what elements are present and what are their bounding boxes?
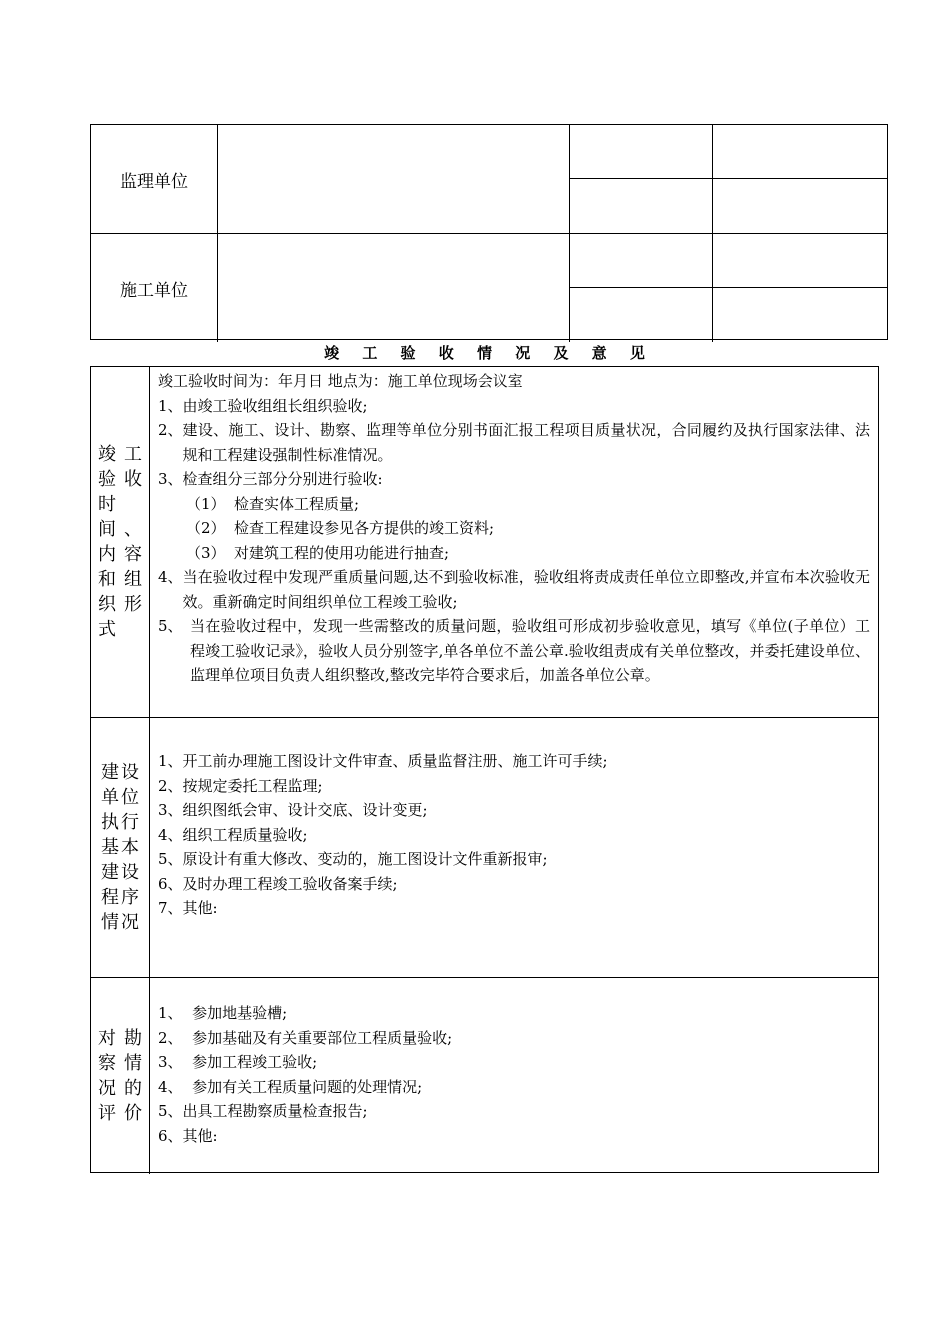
acceptance-organization-content	[150, 367, 878, 717]
construction-unit-row	[91, 233, 887, 342]
list-item: 4、 当在验收过程中发现严重质量问题,达不到验收标准，验收组将责成责任单位立即整改,并宣布本次验收无效。重新确定时间组织单位工程竣工验收;	[158, 568, 870, 611]
construction-procedure-label: 建设单位执行基本建设程序情况	[101, 762, 139, 933]
unit-signature-table	[90, 124, 888, 340]
construction-procedure-row	[91, 717, 878, 977]
acceptance-table	[90, 366, 879, 1173]
row-label-cell	[91, 367, 150, 717]
list-item: 1、开工前办理施工图设计文件审查、质量监督注册、施工许可手续;	[158, 752, 608, 770]
list-item: 4、 参加有关工程质量问题的处理情况;	[158, 1077, 423, 1096]
list-item: 5、 当在验收过程中，发现一些需整改的质量问题，验收组可形成初步验收意见，填写《单位(子单位）工程竣工验收记录》，验收人员分别签字,单各单位不盖公章.验收组责成有关单位整改，并委托建设单位、监理单位项目负责人组织整改,整改完毕符合要求后，加盖各单位公章。	[158, 617, 870, 684]
construction-unit-subcell[interactable]	[570, 234, 713, 288]
list-item: 2、 建设、施工、设计、勘察、监理等单位分别书面汇报工程项目质量状况，合同履约及执行国家法律、法规和工程建设强制性标准情况。	[158, 421, 870, 464]
section-title: 竣 工 验 收 情 况 及 意 见	[324, 344, 654, 362]
survey-evaluation-label: 对勘察情况的评价	[98, 1028, 142, 1124]
list-item: 2、按规定委托工程监理;	[158, 776, 323, 795]
list-item: 6、及时办理工程竣工验收备案手续;	[158, 874, 398, 893]
list-item: 5、出具工程勘察质量检查报告;	[158, 1102, 368, 1120]
list-item: 7、其他:	[158, 899, 218, 917]
supervision-unit-subcell[interactable]	[713, 179, 887, 233]
sub-list-item: （1） 检查实体工程质量;	[186, 494, 360, 513]
construction-procedure-content	[150, 718, 878, 977]
acceptance-intro: 竣工验收时间为：年月日 地点为：施工单位现场会议室	[158, 372, 523, 390]
supervision-unit-row	[91, 125, 887, 233]
list-item: 1、 参加地基验槽;	[158, 1004, 288, 1022]
sub-list-item: （2） 检查工程建设参见各方提供的竣工资料;	[186, 519, 495, 537]
construction-unit-subcell[interactable]	[570, 288, 713, 342]
supervision-unit-cell[interactable]	[218, 125, 570, 233]
list-item: 3、 参加工程竣工验收;	[158, 1053, 318, 1071]
supervision-unit-subcell[interactable]	[570, 179, 713, 233]
list-item: 1、 由竣工验收组组长组织验收;	[158, 396, 368, 415]
row-label-cell	[91, 978, 150, 1174]
sub-list-item: （3） 对建筑工程的使用功能进行抽查;	[186, 543, 450, 562]
row-label-cell	[91, 718, 150, 977]
list-item: 6、其他:	[158, 1126, 218, 1145]
list-item: 3、 检查组分三部分分别进行验收:	[158, 470, 383, 488]
list-item: 4、组织工程质量验收;	[158, 825, 308, 844]
list-item: 5、原设计有重大修改、变动的，施工图设计文件重新报审;	[158, 850, 548, 868]
construction-unit-cell[interactable]	[218, 234, 570, 342]
construction-unit-subcell[interactable]	[713, 288, 887, 342]
construction-unit-subcell[interactable]	[713, 234, 887, 288]
acceptance-organization-label: 竣工验收时间、内容和组织形式	[98, 444, 142, 640]
construction-unit-label: 施工单位	[91, 234, 218, 342]
survey-evaluation-content	[150, 978, 878, 1174]
acceptance-organization-row	[91, 367, 878, 717]
survey-evaluation-row	[91, 977, 878, 1174]
list-item: 3、组织图纸会审、设计交底、设计变更;	[158, 801, 428, 819]
supervision-unit-subcell[interactable]	[713, 125, 887, 179]
supervision-unit-subcell[interactable]	[570, 125, 713, 179]
supervision-unit-label: 监理单位	[91, 125, 218, 233]
list-item: 2、 参加基础及有关重要部位工程质量验收;	[158, 1028, 453, 1047]
